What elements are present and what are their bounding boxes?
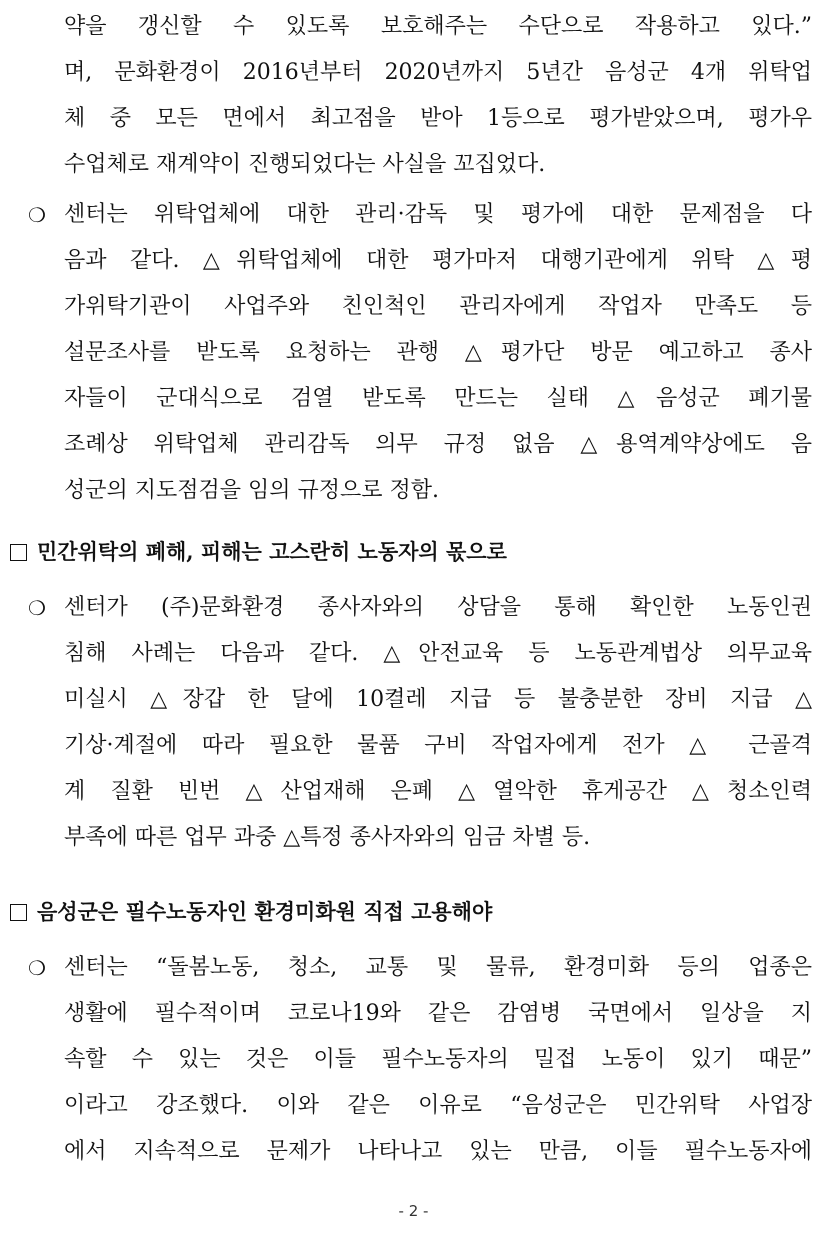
text-line: 수업체로 재계약이 진행되었다는 사실을 꼬집었다. bbox=[64, 152, 546, 177]
bullet-paragraph-essential-workers bbox=[28, 945, 812, 1175]
checkbox-square-icon bbox=[10, 904, 27, 921]
text-line: 에서 지속적으로 문제가 나타나고 있는 만큼, 이들 필수노동자에 bbox=[64, 1139, 812, 1164]
text-line: 속할 수 있는 것은 이들 필수노동자의 밀접 노동이 있기 때문” bbox=[64, 1047, 812, 1072]
text-line: 생활에 필수적이며 코로나19와 같은 감염병 국면에서 일상을 지 bbox=[64, 1001, 812, 1026]
text-line: 이라고 강조했다. 이와 같은 이유로 “음성군은 민간위탁 사업장 bbox=[64, 1093, 812, 1118]
text-line: 성군의 지도점검을 임의 규정으로 정함. bbox=[64, 478, 439, 503]
section-heading-text: 음성군은 필수노동자인 환경미화원 직접 고용해야 bbox=[37, 899, 493, 924]
bullet-paragraph-rights-violations bbox=[28, 585, 812, 861]
text-line: 조례상 위탁업체 관리감독 의무 규정 없음 △용역계약상에도 음 bbox=[64, 432, 812, 457]
text-line: 계 질환 빈번 △산업재해 은폐 △열악한 휴게공간 △청소인력 bbox=[64, 779, 812, 804]
text-line: 설문조사를 받도록 요청하는 관행 △평가단 방문 예고하고 종사 bbox=[64, 340, 812, 365]
circle-bullet-icon: ❍ bbox=[28, 956, 46, 980]
text-line: 며, 문화환경이 2016년부터 2020년까지 5년간 음성군 4개 위탁업 bbox=[64, 60, 812, 85]
text-line: 약을 갱신할 수 있도록 보호해주는 수단으로 작용하고 있다.” bbox=[64, 14, 812, 39]
section-heading-direct-employment bbox=[10, 892, 810, 932]
continuation-paragraph bbox=[64, 4, 812, 188]
section-heading-privatization bbox=[10, 532, 810, 572]
text-line: 센터가 (주)문화환경 종사자와의 상담을 통해 확인한 노동인권 bbox=[64, 595, 812, 620]
text-line: 부족에 따른 업무 과중 △특정 종사자와의 임금 차별 등. bbox=[64, 825, 591, 850]
text-line: 미실시 △장갑 한 달에 10켤레 지급 등 불충분한 장비 지급 △ bbox=[64, 687, 812, 712]
text-line: 침해 사례는 다음과 같다. △안전교육 등 노동관계법상 의무교육 bbox=[64, 641, 812, 666]
text-line: 센터는 “돌봄노동, 청소, 교통 및 물류, 환경미화 등의 업종은 bbox=[64, 955, 812, 980]
checkbox-square-icon bbox=[10, 544, 27, 561]
text-line: 기상·계절에 따라 필요한 물품 구비 작업자에게 전가 △ 근골격 bbox=[64, 733, 812, 758]
circle-bullet-icon: ❍ bbox=[28, 596, 46, 620]
section-heading-text: 민간위탁의 폐해, 피해는 고스란히 노동자의 몫으로 bbox=[37, 539, 507, 564]
circle-bullet-icon: ❍ bbox=[28, 203, 46, 227]
text-line: 음과 같다. △위탁업체에 대한 평가마저 대행기관에게 위탁 △평 bbox=[64, 248, 812, 273]
text-line: 센터는 위탁업체에 대한 관리·감독 및 평가에 대한 문제점을 다 bbox=[64, 202, 812, 227]
text-line: 체 중 모든 면에서 최고점을 받아 1등으로 평가받았으며, 평가우 bbox=[64, 106, 812, 131]
page-number: - 2 - bbox=[398, 1202, 429, 1220]
bullet-paragraph-management bbox=[28, 192, 812, 514]
text-line: 자들이 군대식으로 검열 받도록 만드는 실태 △음성군 폐기물 bbox=[64, 386, 812, 411]
text-line: 가위탁기관이 사업주와 친인척인 관리자에게 작업자 만족도 등 bbox=[64, 294, 812, 319]
